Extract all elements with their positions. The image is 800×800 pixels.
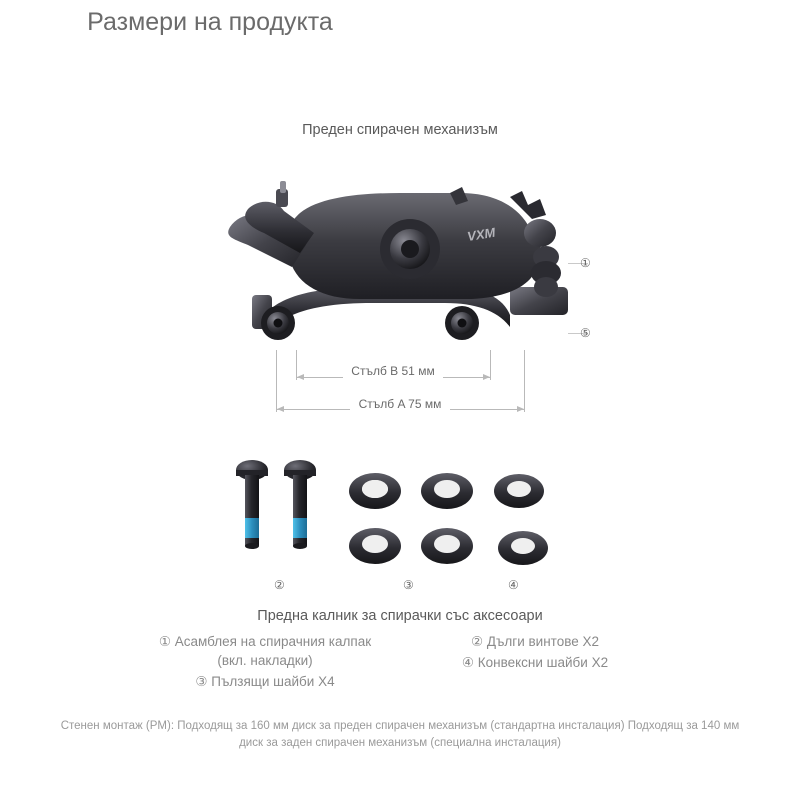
washer-row-bottom [349, 528, 548, 565]
accessories-illustration [220, 455, 580, 575]
legend [150, 632, 650, 693]
legend-item-2: ② Дълги винтове X2 [470, 634, 600, 649]
legend-item-4: ④ Конвексни шайби X2 [461, 655, 609, 670]
legend-item-1: ① Асамблея на спирачния калпак (вкл. накладки) [158, 634, 372, 668]
legend-column-left [150, 632, 380, 693]
page-title: Размери на продукта [87, 8, 333, 36]
callout-marker-4: ④ [508, 578, 519, 592]
callout-marker-1: ① [580, 256, 591, 270]
callout-marker-3: ③ [403, 578, 414, 592]
callout-marker-5: ⑤ [580, 326, 591, 340]
brake-caliper-illustration [210, 175, 610, 365]
accessory-caption: Предна калник за спирачки със аксесоари [257, 608, 543, 624]
long-screw-2 [284, 460, 316, 549]
footer-note: Стенен монтаж (PM): Подходящ за 160 мм диск за преден спирачен механизъм (стандартна инсталация) Подходящ за 140 мм диск за заден спирачен механизъм (специална инсталация) [60, 720, 740, 749]
legend-item-3: ③ Пълзящи шайби X4 [195, 674, 335, 689]
callout-marker-2: ② [274, 578, 285, 592]
dimension-post-a-label: Стълб A 75 мм [350, 397, 450, 411]
legend-column-right [420, 632, 650, 693]
dimension-post-b-label: Стълб B 51 мм [343, 364, 443, 378]
long-screw-1 [236, 460, 268, 549]
svg-text:VXM: VXM [466, 224, 497, 244]
section-caption: Преден спирачен механизъм [302, 122, 498, 138]
accessories-svg [220, 455, 580, 575]
washer-row-top [349, 473, 544, 509]
caliper-svg [210, 175, 610, 365]
